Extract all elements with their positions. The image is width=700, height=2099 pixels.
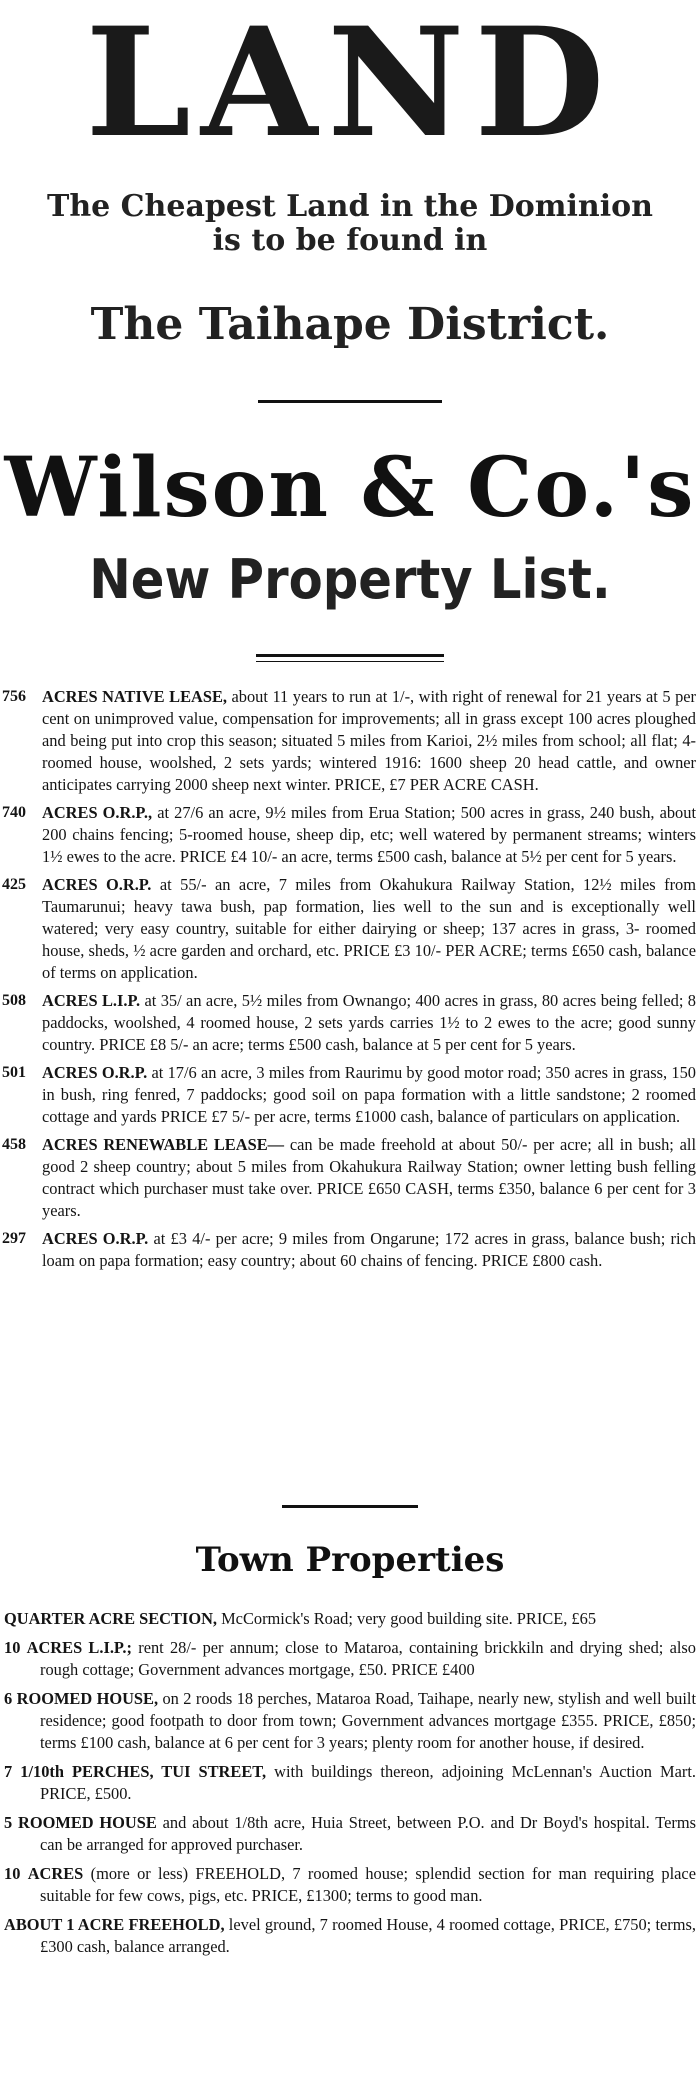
town-listing-lead: ACRES L.I.P.; xyxy=(26,1638,132,1657)
listing-item xyxy=(0,874,700,984)
listing-acres: 297 xyxy=(2,1230,26,1247)
listing-lead: ACRES L.I.P. xyxy=(42,991,141,1010)
listing-item xyxy=(0,686,700,796)
town-listing-lead: ROOMED HOUSE xyxy=(18,1813,157,1832)
town-heading: Town Properties xyxy=(195,1540,505,1580)
agent-name: Wilson & Co.'s xyxy=(4,440,696,536)
town-listing-text: level ground, 7 roomed House, 4 roomed cottage, PRICE, £750; terms, £300 cash, balance arranged. xyxy=(40,1915,696,1956)
divider-rule xyxy=(256,661,444,662)
listing-acres: 458 xyxy=(2,1136,26,1153)
listing-text: at 27/6 an acre, 9½ miles from Erua Station; 500 acres in grass, 240 bush, about 200 chains fencing; 5-roomed house, sheep dip, etc; well watered by permanent streams; winters 1½ ewes to the acre. PRICE £4 10/- an acre, terms £500 cash, balance at 5½ per cent for 5 years. xyxy=(42,803,696,866)
subtitle xyxy=(0,190,700,258)
listing-lead: ACRES O.R.P. xyxy=(42,1063,148,1082)
listing-item xyxy=(0,1062,700,1128)
town-listing-code: 6 xyxy=(4,1689,13,1708)
town-listing-text: with buildings thereon, adjoining McLennan's Auction Mart. PRICE, £500. xyxy=(40,1762,696,1803)
listing-text: at £3 4/- per acre; 9 miles from Ongarune; 172 acres in grass, balance bush; rich loam on papa formation; easy country; about 60 chains of fencing. PRICE £800 cash. xyxy=(42,1229,696,1270)
listing-acres: 756 xyxy=(2,688,26,705)
listing-acres: 501 xyxy=(2,1064,26,1081)
town-listing-text: and about 1/8th acre, Huia Street, between P.O. and Dr Boyd's hospital. Terms can be arranged for approved purchaser. xyxy=(40,1813,696,1854)
listing-item xyxy=(0,1134,700,1222)
town-listing-item xyxy=(0,1688,700,1754)
town-listing-lead: 1/10th PERCHES, TUI STREET, xyxy=(20,1762,267,1781)
listing-lead: ACRES RENEWABLE LEASE— xyxy=(42,1135,285,1154)
town-listing-lead: QUARTER ACRE SECTION, xyxy=(4,1609,217,1628)
listing-acres: 425 xyxy=(2,876,26,893)
town-listing-item xyxy=(0,1637,700,1681)
town-listings xyxy=(0,1608,700,1958)
town-listing-code: 7 xyxy=(4,1762,13,1781)
list-title: New Property List. xyxy=(89,548,611,611)
town-listing-text: (more or less) FREEHOLD, 7 roomed house; splendid section for man requiring place suitable for few cows, pigs, etc. PRICE, £1300; terms to good man. xyxy=(40,1864,696,1905)
listing-text: about 11 years to run at 1/-, with right of renewal for 21 years at 5 per cent on unimproved value, compensation for improvements; all in grass except 100 acres ploughed and being put into crop this season; situated 5 miles from Karioi, 2½ miles from school; all flat; 4-roomed house, woolshed, 2 sets yards; wintered 1916: 1600 sheep 20 head cattle, and owner anticipates carrying 2000 sheep next winter. PRICE, £7 PER ACRE CASH. xyxy=(42,687,696,794)
town-listing-text: McCormick's Road; very good building site. PRICE, £65 xyxy=(221,1609,597,1628)
listing-lead: ACRES O.R.P., xyxy=(42,803,153,822)
headline-land: LAND xyxy=(85,0,615,171)
divider-rule xyxy=(258,400,442,403)
listing-acres: 740 xyxy=(2,804,26,821)
listing-text: at 17/6 an acre, 3 miles from Raurimu by good motor road; 350 acres in grass, 150 in bush, ring fenred, 7 paddocks; good soil on papa formation with a little sandstone; 2 roomed cottage and yards PRICE £7 5/- per acre, terms £1000 cash, balance of particulars on application. xyxy=(42,1063,696,1126)
town-listing-lead: ACRES xyxy=(27,1864,84,1883)
divider-rule xyxy=(282,1505,418,1508)
subtitle-line-2: is to be found in xyxy=(212,223,488,258)
divider-rule xyxy=(256,654,444,657)
district-heading: The Taihape District. xyxy=(90,299,610,350)
town-listing-text: on 2 roods 18 perches, Mataroa Road, Taihape, nearly new, stylish and well built residence; good footpath to door from town; Government advances mortgage £355. PRICE, £850; terms £100 cash, balance at 6 per cent for 3 years; plenty room for another house, if desired. xyxy=(40,1689,696,1752)
town-listing-item xyxy=(0,1761,700,1805)
subtitle-line-1: The Cheapest Land in the Dominion xyxy=(47,189,653,224)
listing-lead: ACRES NATIVE LEASE, xyxy=(42,687,227,706)
listing-item xyxy=(0,990,700,1056)
listing-acres: 508 xyxy=(2,992,26,1009)
listing-lead: ACRES O.R.P. xyxy=(42,1229,149,1248)
town-listing-lead: ROOMED HOUSE, xyxy=(16,1689,159,1708)
town-listing-code: 10 xyxy=(4,1638,21,1657)
town-listing-item xyxy=(0,1608,700,1630)
town-listing-item xyxy=(0,1812,700,1856)
listing-item xyxy=(0,1228,700,1272)
town-listing-code: 5 xyxy=(4,1813,13,1832)
town-listing-lead: ABOUT 1 ACRE FREEHOLD, xyxy=(4,1915,225,1934)
town-listing-text: rent 28/- per annum; close to Mataroa, containing brickkiln and drying shed; also rough cottage; Government advances mortgage, £50. PRICE £400 xyxy=(40,1638,696,1679)
rural-listings xyxy=(0,686,700,1272)
town-listing-item xyxy=(0,1863,700,1907)
listing-item xyxy=(0,802,700,868)
listing-text: can be made freehold at about 50/- per acre; all in bush; all good 2 sheep country; about 5 miles from Okahukura Railway Station; owner letting bush felling contract which purchaser must take over. PRICE £650 CASH, terms £350, balance 6 per cent for 3 years. xyxy=(42,1135,696,1220)
town-listing-item xyxy=(0,1914,700,1958)
listing-text: at 35/ an acre, 5½ miles from Ownango; 400 acres in grass, 80 acres being felled; 8 paddocks, woolshed, 4 roomed house, 2 sets yards carries 1½ to 2 ewes to the acre; good sunny country. PRICE £8 5/- an acre; terms £500 cash, balance at 5 per cent for 5 years. xyxy=(42,991,696,1054)
listing-lead: ACRES O.R.P. xyxy=(42,875,152,894)
town-listing-code: 10 xyxy=(4,1864,21,1883)
listing-text: at 55/- an acre, 7 miles from Okahukura Railway Station, 12½ miles from Taumarunui; heavy tawa bush, pap formation, lies well to the sun and is exceptionally well watered; very easy country, suitable for either dairying or sheep; 137 acres in grass, 3- roomed house, sheds, ½ acre garden and orchard, etc. PRICE £3 10/- PER ACRE; terms £650 cash, balance of terms on application. xyxy=(42,875,696,982)
